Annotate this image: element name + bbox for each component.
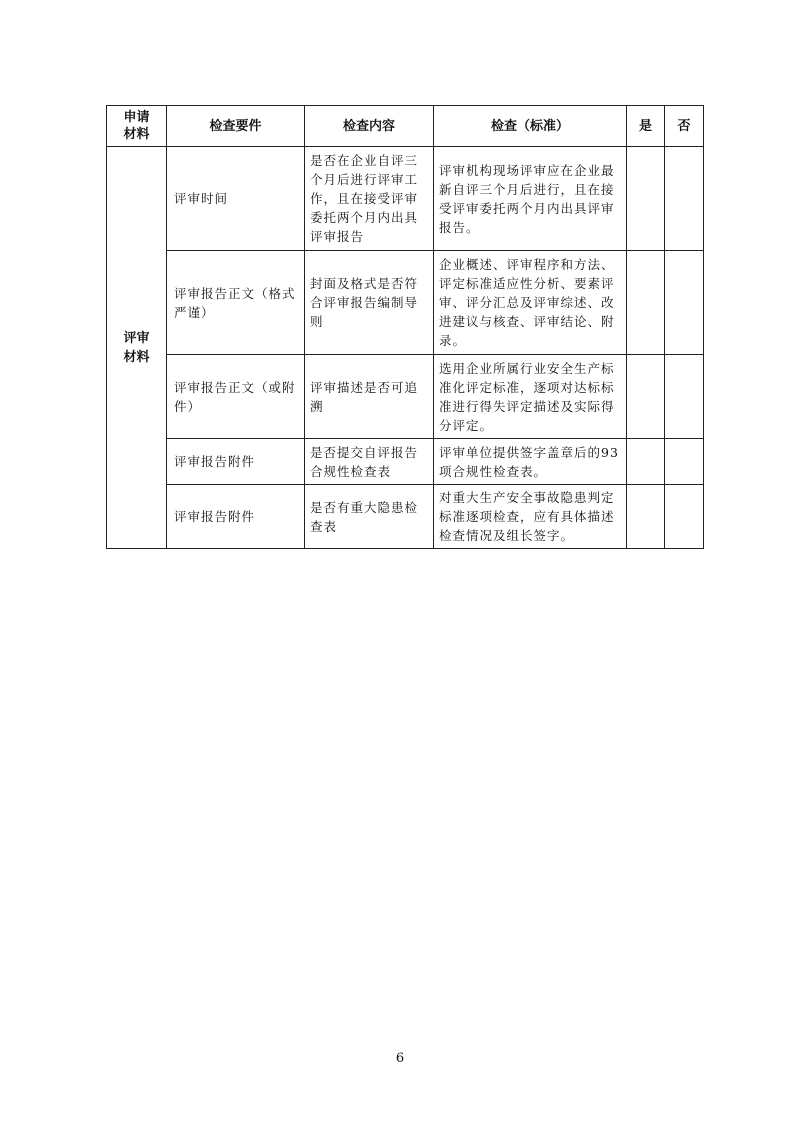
group-cell: [107, 147, 167, 549]
page-number: 6: [395, 1051, 405, 1066]
standard-text: 对重大生产安全事故隐患判定标准逐项检查，应有具体描述检查情况及组长签字。: [439, 490, 615, 543]
content-text: 封面及格式是否符合评审报告编制导则: [310, 276, 419, 329]
content-text: 评审描述是否可追溯: [310, 379, 419, 414]
yes-check-cell[interactable]: [627, 439, 665, 485]
header-item: 检查要件: [167, 106, 305, 147]
item-text: 评审时间: [174, 191, 229, 206]
content-cell: [305, 355, 434, 439]
yes-check-cell[interactable]: [627, 355, 665, 439]
no-check-cell[interactable]: [665, 355, 704, 439]
standard-cell: [434, 485, 627, 549]
content-cell: [305, 251, 434, 355]
header-no: 否: [665, 106, 704, 147]
table-row: [107, 147, 704, 251]
item-text: 评审报告附件: [174, 509, 256, 524]
standard-cell: [434, 251, 627, 355]
item-cell: [167, 355, 305, 439]
content-text: 是否在企业自评三个月后进行评审工作，且在接受评审委托两个月内出具评审报告: [310, 153, 419, 244]
item-cell: [167, 485, 305, 549]
no-check-cell[interactable]: [665, 439, 704, 485]
standard-cell: [434, 439, 627, 485]
no-check-cell[interactable]: [665, 485, 704, 549]
standard-text: 评审单位提供签字盖章后的93项合规性检查表。: [439, 444, 619, 479]
standard-cell: [434, 355, 627, 439]
inspection-table: [106, 105, 704, 549]
item-cell: [167, 439, 305, 485]
header-material-label: 申请 材料: [123, 110, 150, 142]
header-content: 检查内容: [305, 106, 434, 147]
item-text: 评审报告附件: [174, 454, 256, 469]
no-check-cell[interactable]: [665, 147, 704, 251]
table-row: [107, 355, 704, 439]
standard-text: 选用企业所属行业安全生产标准化评定标准，逐项对达标标准进行得失评定描述及实际得分评定。: [439, 360, 615, 433]
table-header-row: [107, 106, 704, 147]
content-cell: [305, 485, 434, 549]
item-text: 评审报告正文（格式严谨）: [174, 285, 296, 320]
table-row: [107, 439, 704, 485]
yes-check-cell[interactable]: [627, 147, 665, 251]
yes-check-cell[interactable]: [627, 485, 665, 549]
standard-cell: [434, 147, 627, 251]
table-row: [107, 251, 704, 355]
yes-check-cell[interactable]: [627, 251, 665, 355]
item-cell: [167, 147, 305, 251]
group-label: 评审 材料: [123, 330, 150, 365]
standard-text: 企业概述、评审程序和方法、评定标准适应性分析、要素评审、评分汇总及评审综述、改进建议与核查、评审结论、附录。: [439, 257, 615, 348]
item-text: 评审报告正文（或附件）: [174, 379, 296, 414]
item-cell: [167, 251, 305, 355]
header-standard: 检查（标准）: [434, 106, 627, 147]
content-text: 是否提交自评报告合规性检查表: [310, 444, 419, 479]
standard-text: 评审机构现场评审应在企业最新自评三个月后进行，且在接受评审委托两个月内出具评审报告。: [439, 162, 615, 235]
no-check-cell[interactable]: [665, 251, 704, 355]
content-cell: [305, 147, 434, 251]
content-text: 是否有重大隐患检查表: [310, 499, 419, 534]
header-material: [107, 106, 167, 147]
content-cell: [305, 439, 434, 485]
table-row: [107, 485, 704, 549]
header-yes: 是: [627, 106, 665, 147]
